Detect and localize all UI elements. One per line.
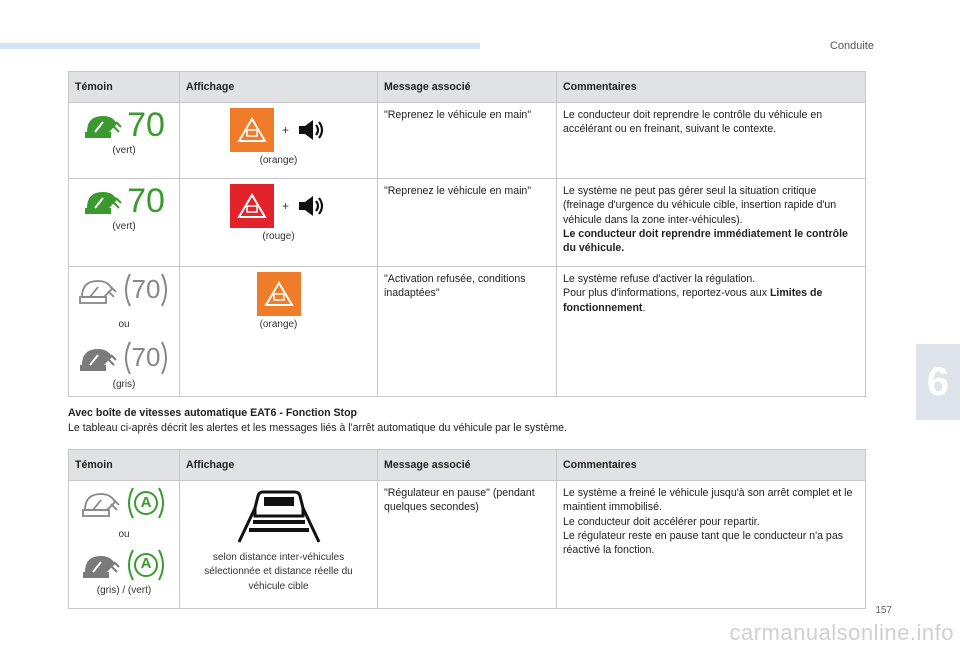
affichage-label: (rouge) bbox=[262, 231, 295, 242]
affichage-cell bbox=[180, 179, 378, 267]
watermark: carmanualsonline.info bbox=[729, 620, 954, 645]
message-cell: "Activation refusée, conditions inadaptées" bbox=[378, 267, 557, 397]
speed-value: 70 bbox=[131, 274, 161, 305]
affichage-cell bbox=[180, 103, 378, 179]
temoin-label: (gris) / (vert) bbox=[96, 584, 152, 596]
cruise-gauge-outline-icon bbox=[81, 488, 121, 518]
message-cell: "Reprenez le véhicule en main" bbox=[378, 103, 557, 179]
top-accent-bar bbox=[0, 43, 480, 49]
warning-triangle-icon bbox=[230, 108, 274, 152]
table-row bbox=[69, 267, 866, 397]
comment-line: Le conducteur doit accélérer pour repartir. bbox=[563, 515, 760, 528]
comment-line: Le régulateur reste en pause tant que le conducteur n'a pas réactivé la fonction. bbox=[563, 529, 844, 557]
header-message: Message associé bbox=[378, 450, 557, 481]
speed-limit-ring-icon bbox=[122, 340, 170, 376]
stop-function-table bbox=[68, 449, 866, 609]
plus-sign: + bbox=[281, 122, 289, 137]
affichage-label: (orange) bbox=[259, 155, 298, 166]
temoin-cell bbox=[69, 103, 180, 179]
temoin-label: (vert) bbox=[112, 145, 136, 156]
comment-text: Le système refuse d'activer la régulation. bbox=[563, 273, 756, 285]
header-temoin: Témoin bbox=[69, 72, 180, 103]
cruise-gauge-outline-icon bbox=[78, 275, 118, 305]
speaker-icon bbox=[297, 193, 327, 219]
comment-cell bbox=[557, 481, 866, 609]
speed-limit-ring-icon bbox=[122, 272, 170, 308]
table-row bbox=[69, 103, 866, 179]
or-label: ou bbox=[118, 319, 130, 330]
auto-hold-badge-icon bbox=[125, 486, 167, 520]
header-affichage: Affichage bbox=[180, 72, 378, 103]
car-following-distance-icon bbox=[229, 486, 329, 544]
comment-text: Pour plus d'informations, reportez-vous aux bbox=[563, 287, 770, 300]
temoin-label: (gris) bbox=[112, 378, 136, 390]
or-label: ou bbox=[118, 529, 130, 540]
badge-letter: A bbox=[140, 555, 152, 573]
section-title: Conduite bbox=[829, 40, 874, 52]
affichage-label: (orange) bbox=[259, 319, 298, 330]
speed-value: 70 bbox=[127, 182, 165, 220]
section-note-text: Le tableau ci-après décrit les alertes et les messages liés à l'arrêt automatique du véhicule par le système. bbox=[68, 422, 568, 434]
comment-line: Le système a freiné le véhicule jusqu'à son arrêt complet et le maintient immobilisé. bbox=[563, 487, 853, 514]
cruise-gauge-icon bbox=[81, 550, 121, 580]
comment-end: . bbox=[642, 301, 646, 314]
comment-cell: Le conducteur doit reprendre le contrôle du véhicule en accélérant ou en freinant, suivant le contexte. bbox=[557, 103, 866, 179]
speaker-icon bbox=[297, 117, 327, 143]
table-header-row bbox=[69, 450, 866, 481]
header-commentaires: Commentaires bbox=[557, 450, 866, 481]
section-note-title: Avec boîte de vitesses automatique EAT6 - Fonction Stop bbox=[68, 407, 358, 419]
chapter-tab: 6 bbox=[916, 344, 960, 420]
affichage-cell bbox=[180, 481, 378, 609]
cruise-gauge-icon bbox=[83, 110, 123, 140]
comment-text: Le système ne peut pas gérer seul la situation critique (freinage d'urgence du véhicule cible, insertion rapide d'un véhicule dans la zone inter-véhicules). bbox=[563, 185, 837, 226]
plus-sign: + bbox=[281, 198, 289, 213]
table-header-row bbox=[69, 72, 866, 103]
message-cell: "Reprenez le véhicule en main" bbox=[378, 179, 557, 267]
badge-letter: A bbox=[140, 493, 152, 511]
affichage-label: selon distance inter-véhicules sélectionnée et distance réelle du véhicule cible bbox=[204, 551, 353, 592]
warning-triangle-icon bbox=[230, 184, 274, 228]
alerts-table bbox=[68, 71, 866, 397]
cruise-gauge-icon bbox=[78, 343, 118, 373]
speed-value: 70 bbox=[127, 106, 165, 144]
page-number: 157 bbox=[875, 605, 892, 616]
table-row bbox=[69, 179, 866, 267]
table-row bbox=[69, 481, 866, 609]
message-cell: "Régulateur en pause" (pendant quelques secondes) bbox=[378, 481, 557, 609]
cruise-gauge-icon bbox=[83, 186, 123, 216]
header-temoin: Témoin bbox=[69, 450, 180, 481]
comment-cell bbox=[557, 267, 866, 397]
header-commentaires: Commentaires bbox=[557, 72, 866, 103]
auto-hold-badge-icon bbox=[125, 548, 167, 582]
comment-bold: Le conducteur doit reprendre immédiatement le contrôle du véhicule. bbox=[563, 227, 848, 255]
affichage-cell bbox=[180, 267, 378, 397]
speed-value: 70 bbox=[131, 341, 161, 372]
temoin-cell bbox=[69, 267, 180, 397]
temoin-cell bbox=[69, 481, 180, 609]
comment-cell bbox=[557, 179, 866, 267]
temoin-label: (vert) bbox=[112, 221, 136, 232]
temoin-cell bbox=[69, 179, 180, 267]
warning-triangle-icon bbox=[257, 272, 301, 316]
header-message: Message associé bbox=[378, 72, 557, 103]
comment-link-bold: Limites de fonctionnement bbox=[563, 287, 823, 314]
header-affichage: Affichage bbox=[180, 450, 378, 481]
